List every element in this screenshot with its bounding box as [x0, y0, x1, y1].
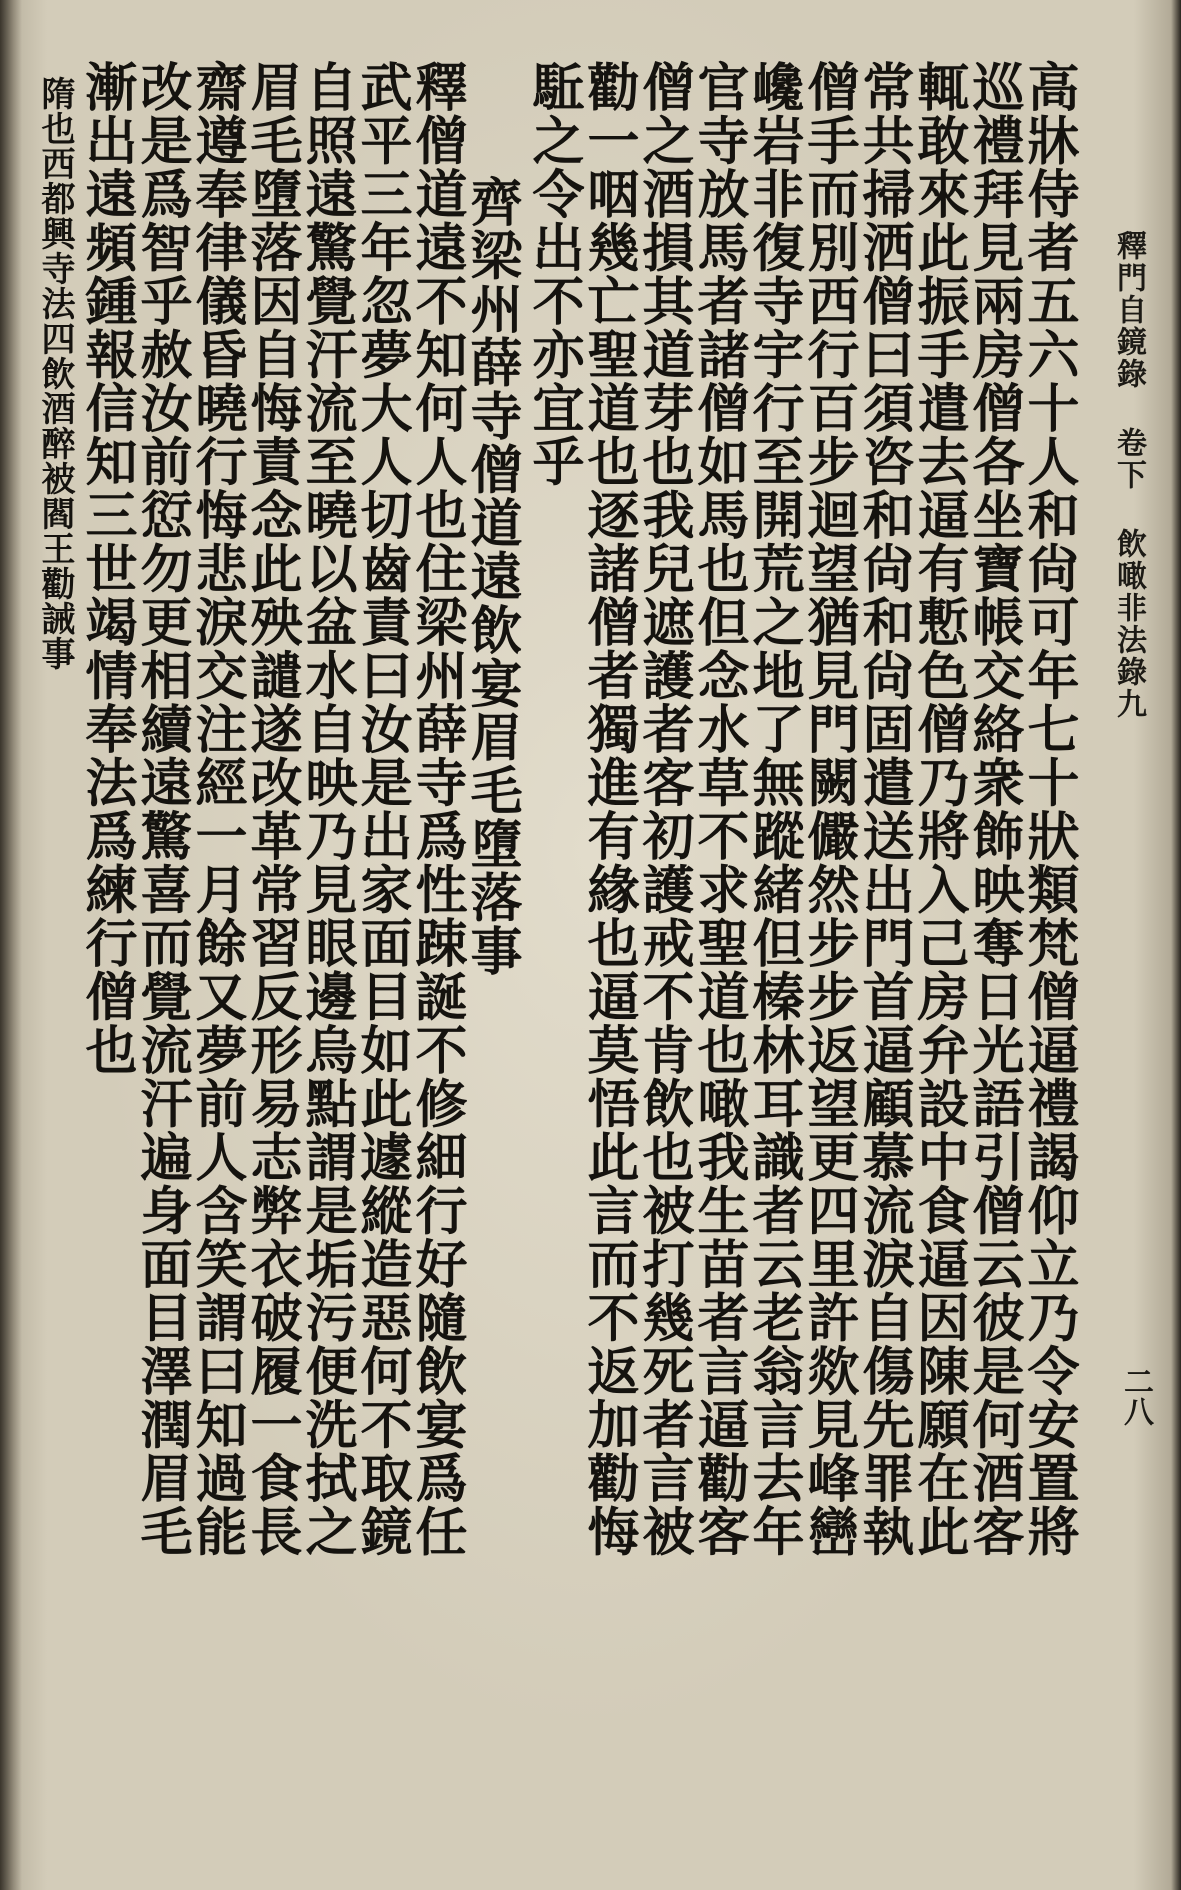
text-column: 巡禮拜見兩房僧各坐寶帳交絡衆飾映奪日光語引僧云彼是何酒客	[963, 60, 1024, 1558]
text-column: 勸一咽幾亡聖道也逐諸僧者獨進有緣也逼莫悟此言而不返加勸悔	[578, 60, 639, 1558]
text-column: 改是爲智乎赦汝前愆勿更相續遠驚喜而覺流汗遍身面目澤潤眉毛	[131, 60, 192, 1558]
text-column: 僧之酒損其道芽也我兒遮護者客初護戒不肯飲也被打幾死者言被	[633, 60, 694, 1558]
text-column: 武平三年忽夢大人切齒責曰汝是出家面目如此遽縱造惡何不取鏡	[351, 60, 412, 1558]
text-column: 官寺放馬者諸僧如馬也但念水草不求聖道也噉我生苗者言逼勸客	[688, 60, 749, 1558]
text-column: 眉毛墮落因自悔責念此殃譴遂改革常習反形易志弊衣破履一食長	[241, 60, 302, 1558]
text-column: 常共掃洒僧曰須咨和尙和尙固遣送出門首逼顧慕流淚自傷先罪執	[853, 60, 914, 1558]
text-column: 釋僧道遠不知何人也住梁州薛寺爲性踈誕不修細行好隨飲宴爲任	[406, 60, 467, 1558]
text-column: 僧手而別西行百步迴望猶見門闕儼然步步返望更四里許欻見峰巒	[798, 60, 859, 1558]
text-column: 輒敢來此振手遣去逼有慙色僧乃將入己房弁設中食逼因陳願在此	[908, 60, 969, 1558]
page-number: 二八	[1118, 1366, 1153, 1426]
text-column: 自照遠驚覺汗流至曉以盆水自映乃見眼邊烏點謂是垢污便洗拭之	[296, 60, 357, 1558]
page-edge-shadow	[1171, 0, 1181, 1890]
running-header: 釋門自鏡錄 卷下 飲噉非法錄九	[1111, 230, 1146, 720]
source-note: 隋也西都興寺法四飲酒醉被閻王勸誡事	[35, 76, 75, 671]
text-column: 駈之令出不亦宜乎	[523, 60, 584, 488]
text-column: 高牀侍者五六十人和尙可年七十狀類梵僧逼禮謁仰立乃令安置將	[1018, 60, 1079, 1558]
binding-gutter-shadow	[0, 0, 22, 1890]
text-column: 漸出遠頻鍾報信知三世竭情奉法爲練行僧也	[76, 60, 137, 1077]
text-column: 巉岩非復寺宇行至開荒之地了無蹤緒但榛林耳識者云老翁言去年	[743, 60, 804, 1558]
section-heading: 齊梁州薛寺僧道遠飲宴眉毛墮落事	[461, 175, 522, 978]
text-column: 齋遵奉律儀昏曉行悔悲淚交注經一月餘又夢前人含笑謂曰知過能	[186, 60, 247, 1558]
